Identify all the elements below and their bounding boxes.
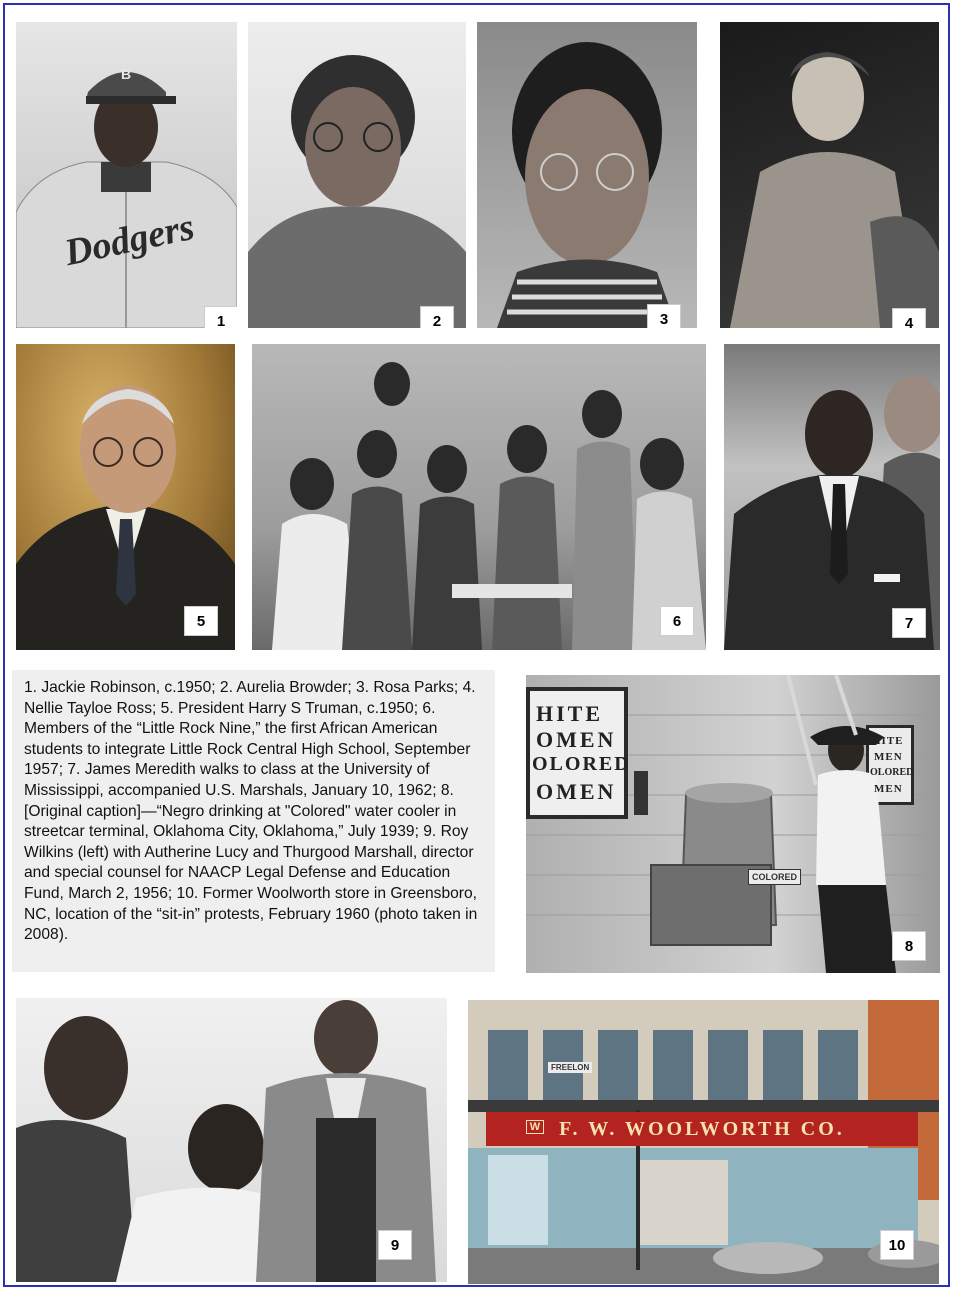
small-sign-line-3: OLORED	[870, 767, 914, 778]
photo-rosa-parks	[477, 22, 697, 328]
photo-woolworth-store	[468, 1000, 939, 1284]
photo-number-badge: 8	[892, 931, 926, 961]
rosa-parks-figure	[477, 22, 697, 328]
cap-logo: B	[120, 66, 132, 82]
james-meredith-figure	[724, 344, 940, 650]
freelon-window-sign: FREELON	[548, 1062, 592, 1073]
aurelia-browder-figure	[248, 22, 466, 328]
woolworth-diamond-logo: W	[526, 1120, 544, 1134]
little-rock-nine-figure	[252, 344, 706, 650]
photo-number-badge: 10	[880, 1230, 914, 1260]
photo-colored-water-cooler	[526, 675, 940, 973]
white-women-sign-line-2: OMEN	[536, 727, 617, 752]
photo-number-badge: 6	[660, 606, 694, 636]
photo-roy-wilkins-autherine-lucy-thurgood-marshall	[16, 998, 447, 1282]
photo-harry-s-truman	[16, 344, 235, 650]
photo-james-meredith	[724, 344, 940, 650]
photo-number-badge: 2	[420, 306, 454, 328]
photo-caption: 1. Jackie Robinson, c.1950; 2. Aurelia Browder; 3. Rosa Parks; 4. Nellie Tayloe Ross; 5. President Harry S Truman, c.1950; 6. Members of the “Little Rock Nine,” the first African American students to integrate Little Rock Central High School, September 1957; 7. James Meredith walks to class at the University of Mississippi, accompanied U.S. Marshals, January 10, 1962; 8. [Original caption]—“Negro drinking at "Colored" water cooler in streetcar terminal, Oklahoma City, Oklahoma,” July 1939; 9. Roy Wilkins (left) with Autherine Lucy and Thurgood Marshall, director and special counsel for NAACP Legal Defense and Education Fund, March 2, 1956; 10. Former Woolworth store in Greensboro, NC, location of the “sit-in” protests, February 1960 (photo taken in 2008).	[12, 670, 495, 972]
white-women-sign-line-4: OMEN	[536, 779, 617, 804]
photo-number-badge: 3	[647, 304, 681, 328]
photo-number-badge: 1	[204, 306, 237, 328]
photo-nellie-tayloe-ross	[720, 22, 939, 328]
small-sign-line-1: HITE	[872, 735, 904, 747]
photo-aurelia-browder	[248, 22, 466, 328]
white-women-sign-line-3: OLORED	[532, 753, 631, 775]
small-sign-line-2: MEN	[874, 751, 903, 763]
photo-little-rock-nine	[252, 344, 706, 650]
harry-s-truman-figure	[16, 344, 235, 650]
photo-number-badge: 4	[892, 308, 926, 328]
woolworth-sign: F. W. WOOLWORTH CO.	[486, 1112, 918, 1146]
photo-number-badge: 9	[378, 1230, 412, 1260]
cooler-label: COLORED	[748, 869, 801, 885]
jersey-lettering: Dodgers	[61, 205, 198, 275]
nellie-tayloe-ross-figure	[720, 22, 939, 328]
photo-number-badge: 7	[892, 608, 926, 638]
white-women-sign-line-1: HITE	[536, 701, 604, 726]
photo-jackie-robinson	[16, 22, 237, 328]
small-sign-line-4: MEN	[874, 783, 903, 795]
photo-number-badge: 5	[184, 606, 218, 636]
